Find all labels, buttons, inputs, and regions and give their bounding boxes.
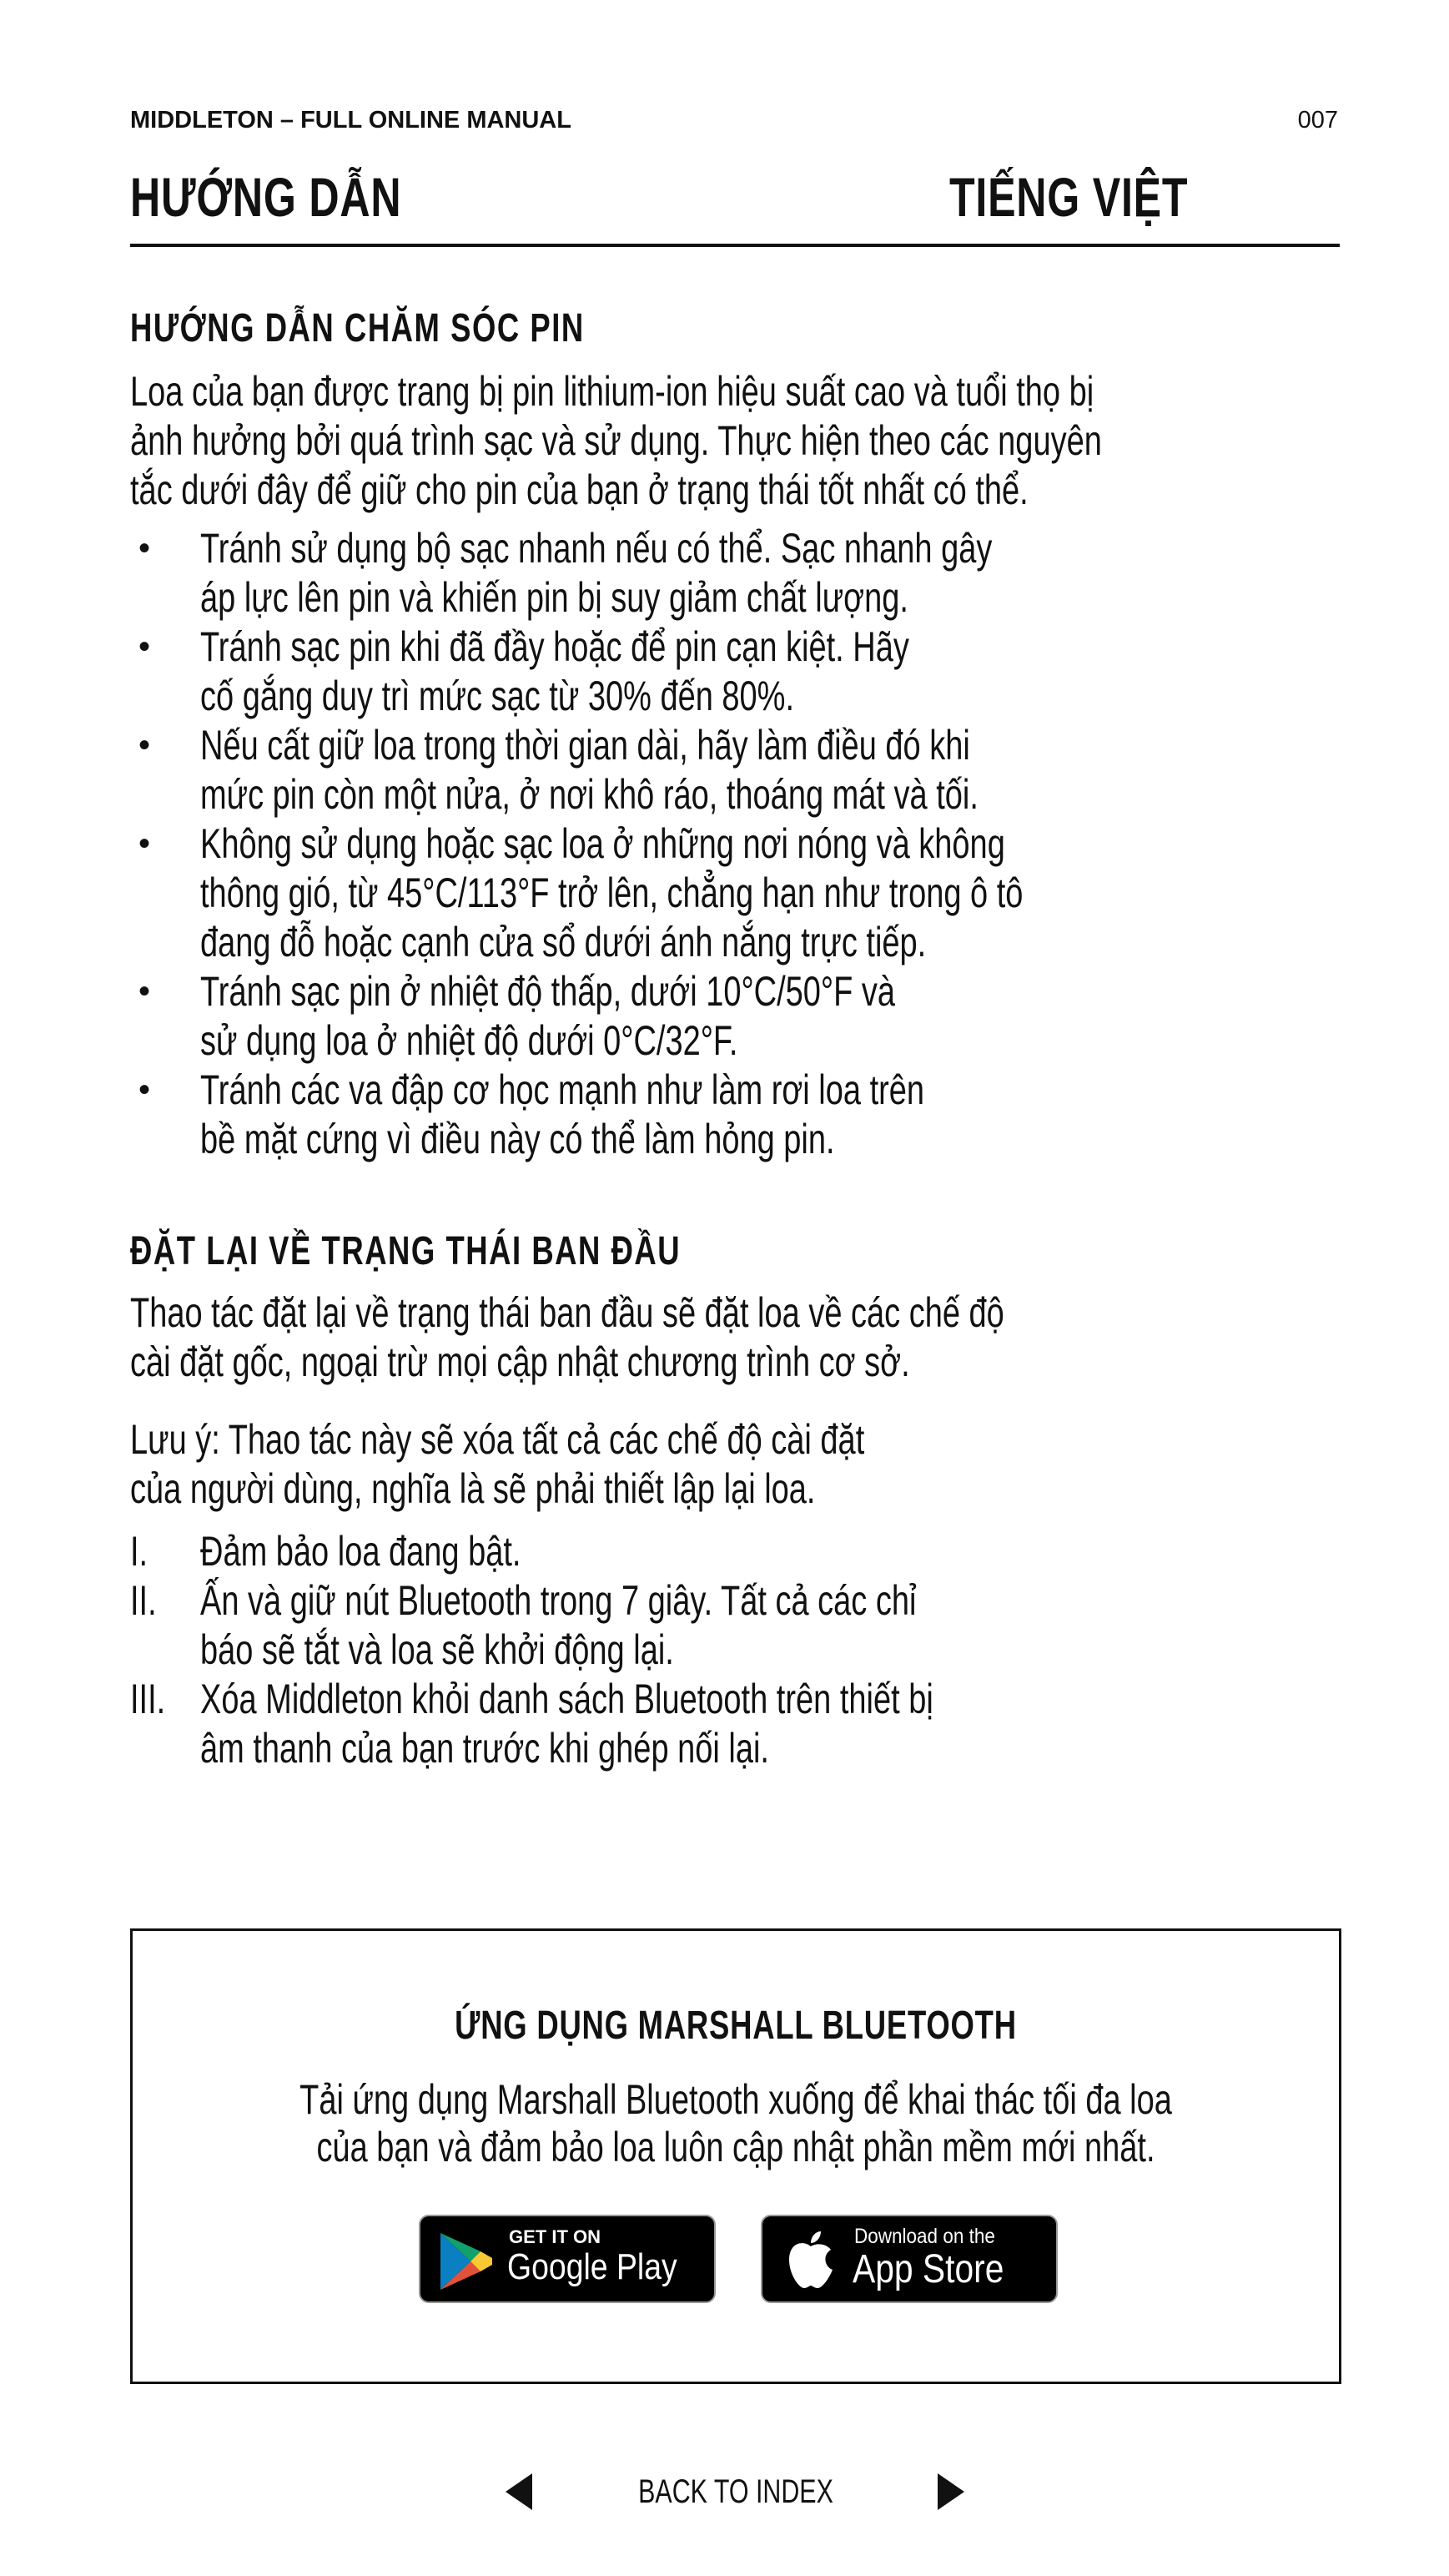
- bullet-icon: •: [138, 1071, 151, 1108]
- list-item: Tránh sạc pin ở nhiệt độ thấp, dưới 10°C/50°F và sử dụng loa ở nhiệt độ dưới 0°C/32°F.: [200, 968, 896, 1064]
- bullet-icon: •: [138, 727, 151, 764]
- list-item: Tránh sạc pin khi đã đầy hoặc để pin cạn kiệt. Hãy cố gắng duy trì mức sạc từ 30% đến 80%.: [200, 623, 909, 719]
- apple-icon: [786, 2230, 836, 2290]
- step-number: III.: [130, 1676, 166, 1722]
- bullet-icon: •: [138, 628, 151, 665]
- back-to-index-link[interactable]: BACK TO INDEX: [638, 2473, 833, 2510]
- page-title-left: HƯỚNG DẪN: [130, 166, 402, 228]
- manual-title: MIDDLETON – FULL ONLINE MANUAL: [130, 107, 571, 134]
- list-item: Tránh sử dụng bộ sạc nhanh nếu có thể. Sạc nhanh gây áp lực lên pin và khiến pin bị suy giảm chất lượng.: [200, 525, 993, 621]
- reset-intro: Thao tác đặt lại về trạng thái ban đầu sẽ đặt loa về các chế độ cài đặt gốc, ngoại trừ mọi cập nhật chương trình cơ sở.: [130, 1289, 1004, 1385]
- factory-reset-heading: ĐẶT LẠI VỀ TRẠNG THÁI BAN ĐẦU: [130, 1229, 682, 1273]
- list-item: Nếu cất giữ loa trong thời gian dài, hãy làm điều đó khi mức pin còn một nửa, ở nơi khô ráo, thoáng mát và tối.: [200, 722, 979, 818]
- google-play-button[interactable]: [419, 2215, 716, 2303]
- google-play-label: Google Play: [507, 2246, 677, 2287]
- list-item: Đảm bảo loa đang bật.: [200, 1528, 521, 1575]
- app-promo-heading: ỨNG DỤNG MARSHALL BLUETOOTH: [455, 2004, 1017, 2048]
- list-item: Không sử dụng hoặc sạc loa ở những nơi nóng và không thông gió, từ 45°C/113°F trở lên, chẳng hạn như trong ô tô đang đỗ hoặc cạnh cửa sổ dưới ánh nắng trực tiếp.: [200, 820, 1024, 965]
- bullet-icon: •: [138, 973, 151, 1010]
- google-play-icon: [439, 2231, 494, 2291]
- battery-care-heading: HƯỚNG DẪN CHĂM SÓC PIN: [130, 306, 585, 350]
- header-divider: [130, 244, 1340, 247]
- battery-intro: Loa của bạn được trang bị pin lithium-ion hiệu suất cao và tuổi thọ bị ảnh hưởng bởi quá trình sạc và sử dụng. Thực hiện theo các nguyên tắc dưới đây để giữ cho pin của bạn ở trạng thái tốt nhất có thể.: [130, 368, 1102, 513]
- bullet-icon: •: [138, 825, 151, 862]
- step-number: II.: [130, 1577, 157, 1624]
- app-store-label: App Store: [853, 2247, 1004, 2291]
- app-store-small-label: Download on the: [854, 2225, 995, 2248]
- next-page-arrow-icon[interactable]: [938, 2473, 964, 2510]
- bullet-icon: •: [138, 530, 151, 567]
- list-item: Ấn và giữ nút Bluetooth trong 7 giây. Tất cả các chỉ báo sẽ tắt và loa sẽ khởi động lại.: [200, 1577, 917, 1673]
- google-play-small-label: GET IT ON: [509, 2226, 601, 2247]
- reset-note: Lưu ý: Thao tác này sẽ xóa tất cả các chế độ cài đặt của người dùng, nghĩa là sẽ phải thiết lập lại loa.: [130, 1416, 865, 1512]
- list-item: Tránh các va đập cơ học mạnh như làm rơi loa trên bề mặt cứng vì điều này có thể làm hỏng pin.: [200, 1066, 925, 1162]
- step-number: I.: [130, 1528, 148, 1575]
- previous-page-arrow-icon[interactable]: [506, 2473, 532, 2510]
- page-number: 007: [1297, 107, 1338, 134]
- page-title-right: TIẾNG VIỆT: [949, 166, 1189, 228]
- app-store-button[interactable]: [761, 2215, 1058, 2303]
- app-promo-text: Tải ứng dụng Marshall Bluetooth xuống để khai thác tối đa loa của bạn và đảm bảo loa luôn cập nhật phần mềm mới nhất.: [299, 2076, 1172, 2170]
- list-item: Xóa Middleton khỏi danh sách Bluetooth trên thiết bị âm thanh của bạn trước khi ghép nối lại.: [200, 1676, 933, 1772]
